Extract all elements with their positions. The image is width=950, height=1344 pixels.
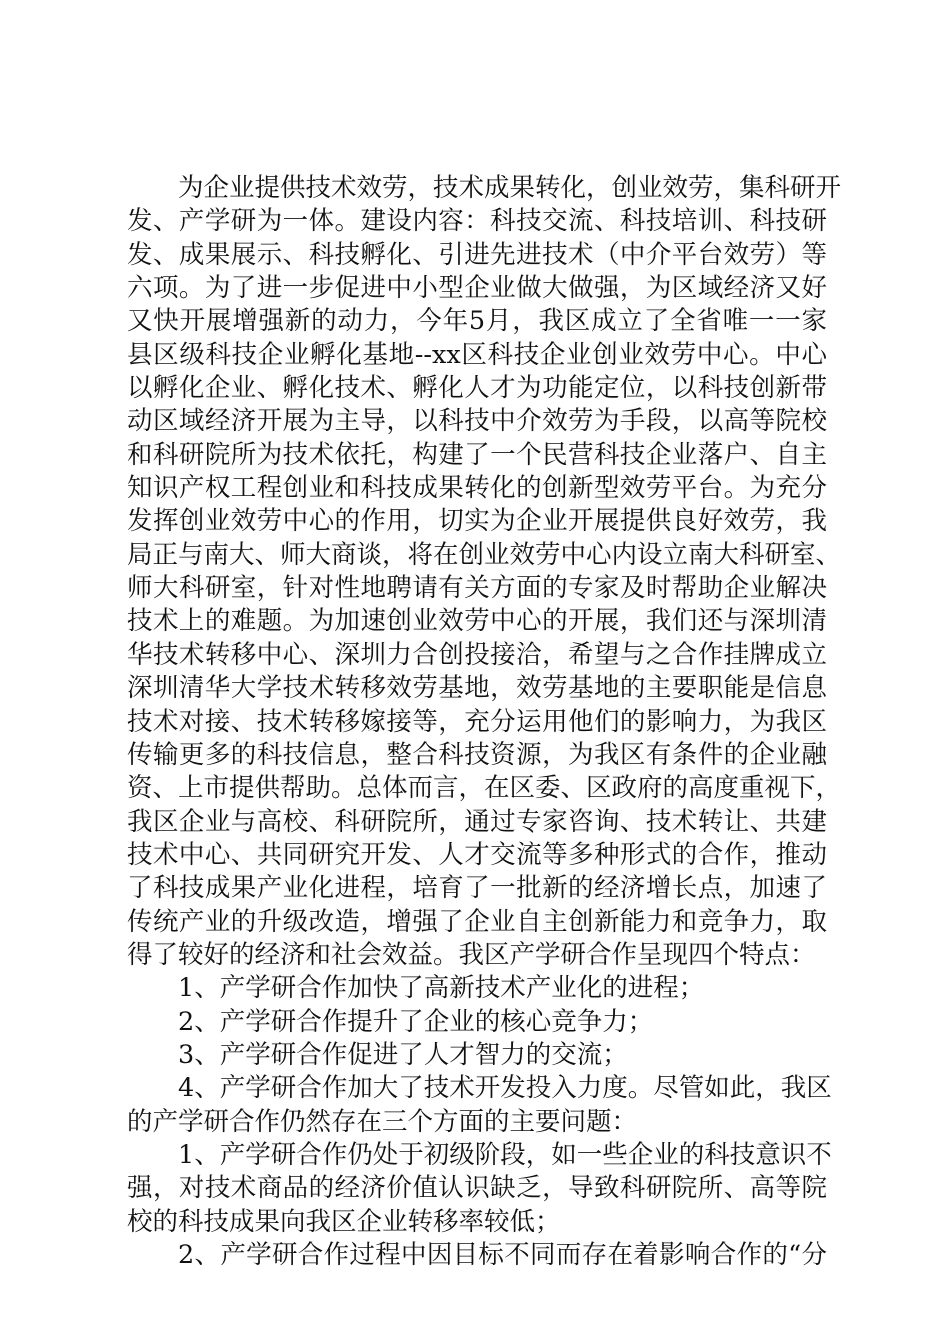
text-line: 为企业提供技术效劳，技术成果转化，创业效劳，集科研开 [178,173,842,203]
text-line: 技术对接、技术转移嫁接等，充分运用他们的影响力，为我区 [127,706,827,737]
text-line: 资、上市提供帮助。总体而言，在区委、区政府的高度重视下， [127,773,842,804]
text-line: 技术上的难题。为加速创业效劳中心的开展，我们还与深圳清 [127,606,827,637]
text-line: 技术中心、共同研究开发、人才交流等多种形式的合作，推动 [127,839,827,870]
text-line: 又快开展增强新的动力，今年5月，我区成立了全省唯一一家 [127,306,827,337]
text-line: 发挥创业效劳中心的作用，切实为企业开展提供良好效劳，我 [127,506,827,537]
text-line: 2、产学研合作提升了企业的核心竞争力； [178,1006,654,1037]
text-line: 县区级科技企业孵化基地--xx区科技企业创业效劳中心。中心 [127,339,827,370]
text-line: 传输更多的科技信息，整合科技资源，为我区有条件的企业融 [127,739,827,770]
text-line: 了科技成果产业化进程，培育了一批新的经济增长点，加速了 [127,873,827,904]
text-line: 六项。为了进一步促进中小型企业做大做强，为区域经济又好 [127,273,827,304]
text-line: 4、产学研合作加大了技术开发投入力度。尽管如此，我区 [178,1073,832,1104]
text-line: 强，对技术商品的经济价值认识缺乏，导致科研院所、高等院 [127,1173,827,1204]
text-line: 发、成果展示、科技孵化、引进先进技术（中介平台效劳）等 [127,239,827,270]
text-line: 局正与南大、师大商谈，将在创业效劳中心内设立南大科研室、 [127,539,842,570]
text-line: 2、产学研合作过程中因目标不同而存在着影响合作的“分 [178,1240,827,1270]
text-line: 知识产权工程创业和科技成果转化的创新型效劳平台。为充分 [127,473,827,504]
text-line: 1、产学研合作仍处于初级阶段，如一些企业的科技意识不 [178,1139,832,1170]
text-line: 传统产业的升级改造，增强了企业自主创新能力和竞争力，取 [127,906,827,937]
text-line: 发、产学研为一体。建设内容：科技交流、科技培训、科技研 [127,206,827,237]
text-line: 和科研院所为技术依托，构建了一个民营科技企业落户、自主 [127,439,827,470]
text-line: 我区企业与高校、科研院所，通过专家咨询、技术转让、共建 [127,806,827,837]
body-text [127,172,842,1272]
text-line: 以孵化企业、孵化技术、孵化人才为功能定位，以科技创新带 [127,373,827,404]
text-line: 的产学研合作仍然存在三个方面的主要问题： [127,1106,638,1137]
text-line: 1、产学研合作加快了高新技术产业化的进程； [178,973,705,1004]
text-line: 师大科研室，针对性地聘请有关方面的专家及时帮助企业解决 [127,573,827,604]
text-line: 校的科技成果向我区企业转移率较低； [127,1206,561,1237]
text-line: 得了较好的经济和社会效益。我区产学研合作呈现四个特点： [127,939,816,970]
text-line: 深圳清华大学技术转移效劳基地，效劳基地的主要职能是信息 [127,673,827,704]
text-line: 动区域经济开展为主导，以科技中介效劳为手段，以高等院校 [127,406,827,437]
text-line: 3、产学研合作促进了人才智力的交流； [178,1039,628,1070]
text-line: 华技术转移中心、深圳力合创投接洽，希望与之合作挂牌成立 [127,639,827,670]
